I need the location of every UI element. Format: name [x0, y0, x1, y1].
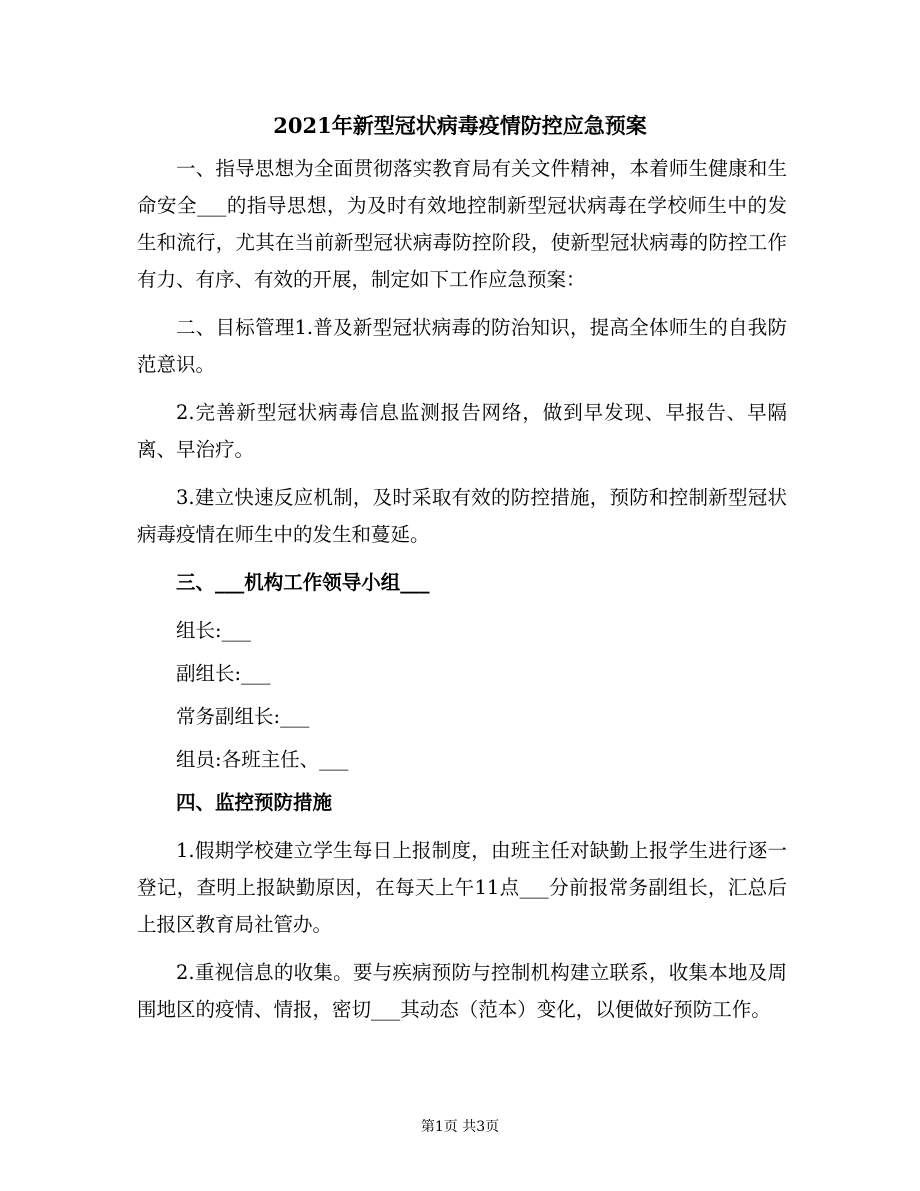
- document-title: 2021年新型冠状病毒疫情防控应急预案: [273, 113, 647, 138]
- paragraph-monitoring-network: 2.完善新型冠状病毒信息监测报告网络，做到早发现、早报告、早隔离、早治疗。: [137, 401, 787, 461]
- members-line: 组员:各班主任、___: [176, 748, 349, 771]
- document-body: [137, 150, 787, 1039]
- section-heading-prevention-measures: 四、监控预防措施: [176, 791, 333, 814]
- paragraph-target-management: 二、目标管理1.普及新型冠状病毒的防治知识，提高全体师生的自我防范意识。: [137, 316, 787, 376]
- section-heading-leadership-group: 三、___机构工作领导小组___: [176, 571, 430, 594]
- paragraph-daily-reporting: 1.假期学校建立学生每日上报制度，由班主任对缺勤上报学生进行逐一登记，查明上报缺勤原因，在每天上午11点___分前报常务副组长，汇总后上报区教育局社管办。: [137, 839, 787, 936]
- executive-deputy-leader-line: 常务副组长:___: [176, 705, 310, 728]
- paragraph-guiding-ideology: 一、指导思想为全面贯彻落实教育局有关文件精神，本着师生健康和生命安全___的指导思想，为及时有效地控制新型冠状病毒在学校师生中的发生和流行，尤其在当前新型冠状病毒防控阶段，使新型冠状病毒的防控工作有力、有序、有效的开展，制定如下工作应急预案：: [137, 157, 787, 291]
- deputy-leader-line: 副组长:___: [176, 662, 271, 685]
- leader-line: 组长:___: [176, 619, 251, 642]
- paragraph-information-collection: 2.重视信息的收集。要与疾病预防与控制机构建立联系，收集本地及周围地区的疫情、情报，密切___其动态（范本）变化，以便做好预防工作。: [137, 961, 787, 1021]
- page-number-footer: 第1页 共3页: [420, 1119, 500, 1135]
- paragraph-rapid-response: 3.建立快速反应机制，及时采取有效的防控措施，预防和控制新型冠状病毒疫情在师生中的发生和蔓延。: [137, 486, 787, 546]
